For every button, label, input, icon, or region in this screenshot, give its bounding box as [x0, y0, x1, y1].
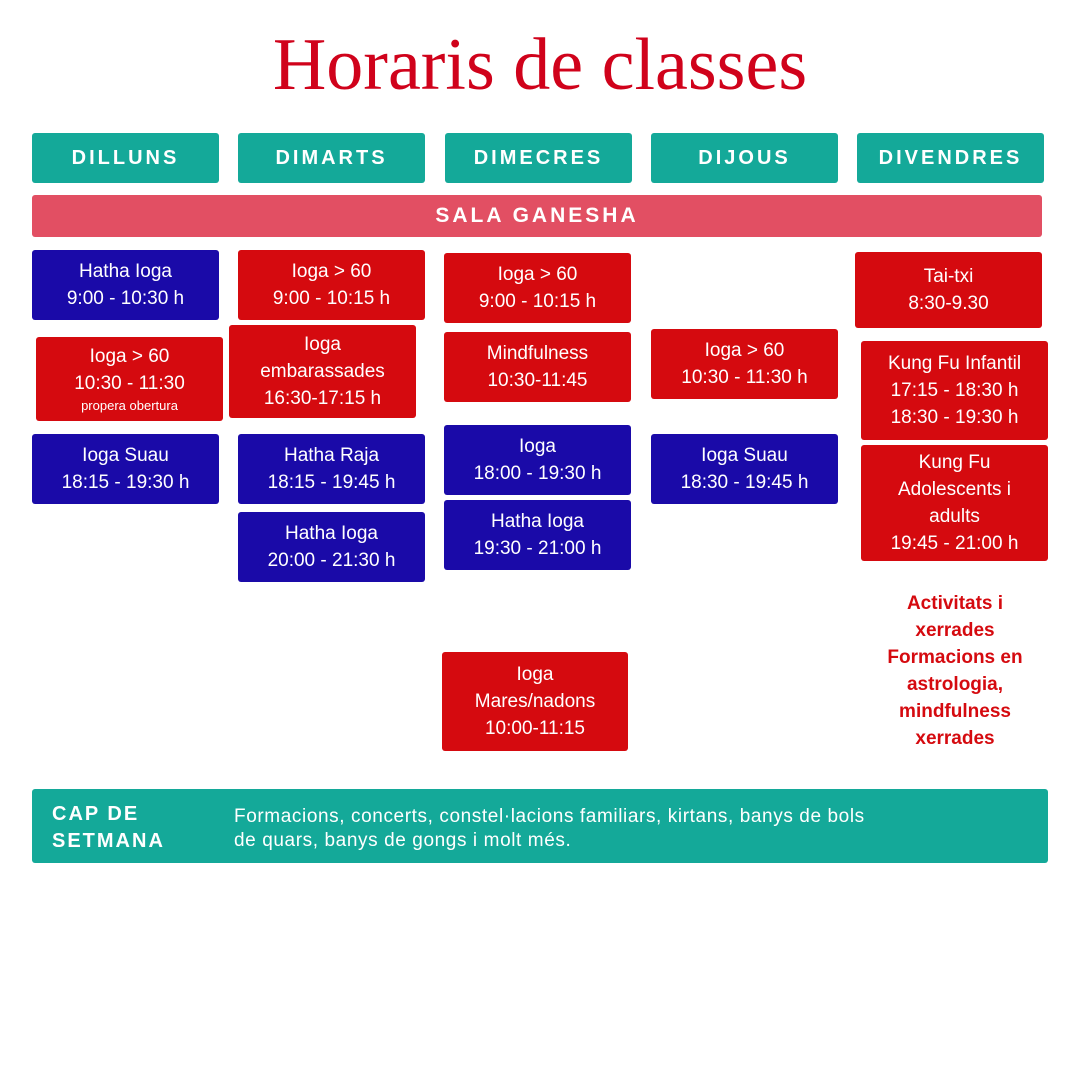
class-name: Hatha Ioga: [285, 523, 378, 544]
class-card: [861, 341, 1048, 440]
class-time: 17:15 - 18:30 h: [890, 380, 1019, 401]
weekend-label-line: SETMANA: [52, 830, 165, 852]
class-card: [32, 434, 219, 504]
class-card: [444, 500, 631, 570]
class-card: [444, 332, 631, 402]
weekend-banner: [32, 789, 1048, 863]
class-name: Ioga > 60: [89, 346, 170, 367]
friday-activities-note: [862, 590, 1048, 752]
class-time: 9:00 - 10:15 h: [272, 288, 391, 309]
note-line: xerrades: [915, 620, 995, 641]
class-time: 18:15 - 19:45 h: [267, 472, 396, 493]
class-time: 18:30 - 19:45 h: [680, 472, 809, 493]
weekend-text-line: de quars, banys de gongs i molt més.: [234, 830, 572, 851]
class-time: 9:00 - 10:15 h: [478, 291, 597, 312]
class-card: [855, 252, 1042, 328]
class-name: Hatha Ioga: [79, 261, 172, 282]
class-card: [651, 329, 838, 399]
class-time: 19:30 - 21:00 h: [473, 538, 602, 559]
class-name: Adolescents i: [897, 479, 1011, 500]
class-card: [444, 425, 631, 495]
class-name: Ioga: [304, 334, 341, 355]
class-card: [36, 337, 223, 421]
class-time: 16:30-17:15 h: [263, 388, 382, 409]
weekend-label-line: CAP DE: [52, 803, 140, 825]
class-time: 20:00 - 21:30 h: [267, 550, 396, 571]
note-line: mindfulness: [899, 701, 1011, 722]
day-header-dilluns: DILLUNS: [32, 133, 219, 183]
day-header-dijous: DIJOUS: [651, 133, 838, 183]
class-name: embarassades: [260, 361, 385, 382]
class-card: [32, 250, 219, 320]
class-card: [238, 434, 425, 504]
class-name: Kung Fu Infantil: [887, 353, 1022, 374]
class-name: Ioga: [519, 436, 556, 457]
class-name: Ioga: [516, 664, 554, 685]
class-time: 10:30-11:45: [487, 370, 588, 391]
day-header-dimecres: DIMECRES: [445, 133, 632, 183]
class-card: [861, 445, 1048, 561]
class-name: Kung Fu: [918, 452, 991, 473]
note-line: Formacions en: [887, 647, 1023, 668]
class-time: 18:15 - 19:30 h: [61, 472, 190, 493]
class-name: Hatha Raja: [283, 445, 380, 466]
class-name: Ioga Suau: [701, 445, 788, 466]
class-name: Ioga > 60: [291, 261, 372, 282]
class-name: Mares/nadons: [474, 691, 596, 712]
class-name: Ioga > 60: [704, 340, 785, 361]
class-card: [444, 253, 631, 323]
class-name: Ioga Suau: [82, 445, 169, 466]
class-name: Hatha Ioga: [491, 511, 584, 532]
class-time: 18:00 - 19:30 h: [473, 463, 602, 484]
class-name: adults: [929, 506, 980, 527]
class-note: propera obertura: [81, 398, 178, 413]
weekend-description: [234, 805, 1024, 853]
note-line: astrologia,: [906, 674, 1004, 695]
class-time: 10:30 - 11:30 h: [681, 367, 808, 388]
day-header-dimarts: DIMARTS: [238, 133, 425, 183]
page-title: Horaris de classes: [272, 24, 808, 106]
note-line: Activitats i: [906, 593, 1004, 614]
class-time: 10:30 - 11:30: [74, 373, 185, 394]
weekend-text-line: Formacions, concerts, constel·lacions familiars, kirtans, banys de bols: [234, 806, 865, 827]
class-name: Tai-txi: [923, 266, 974, 287]
day-header-divendres: DIVENDRES: [857, 133, 1044, 183]
class-card: [238, 250, 425, 320]
class-card: [229, 325, 416, 418]
class-card: [238, 512, 425, 582]
class-card: [442, 652, 628, 751]
class-card: [651, 434, 838, 504]
note-line: xerrades: [915, 728, 995, 749]
class-name: Ioga > 60: [497, 264, 578, 285]
room-banner: SALA GANESHA: [32, 195, 1042, 237]
class-time: 18:30 - 19:30 h: [890, 407, 1019, 428]
class-name: Mindfulness: [486, 343, 589, 364]
class-time: 10:00-11:15: [484, 718, 585, 739]
weekend-label: [52, 801, 232, 855]
class-time: 8:30-9.30: [908, 293, 989, 314]
class-time: 9:00 - 10:30 h: [66, 288, 185, 309]
class-time: 19:45 - 21:00 h: [890, 533, 1019, 554]
